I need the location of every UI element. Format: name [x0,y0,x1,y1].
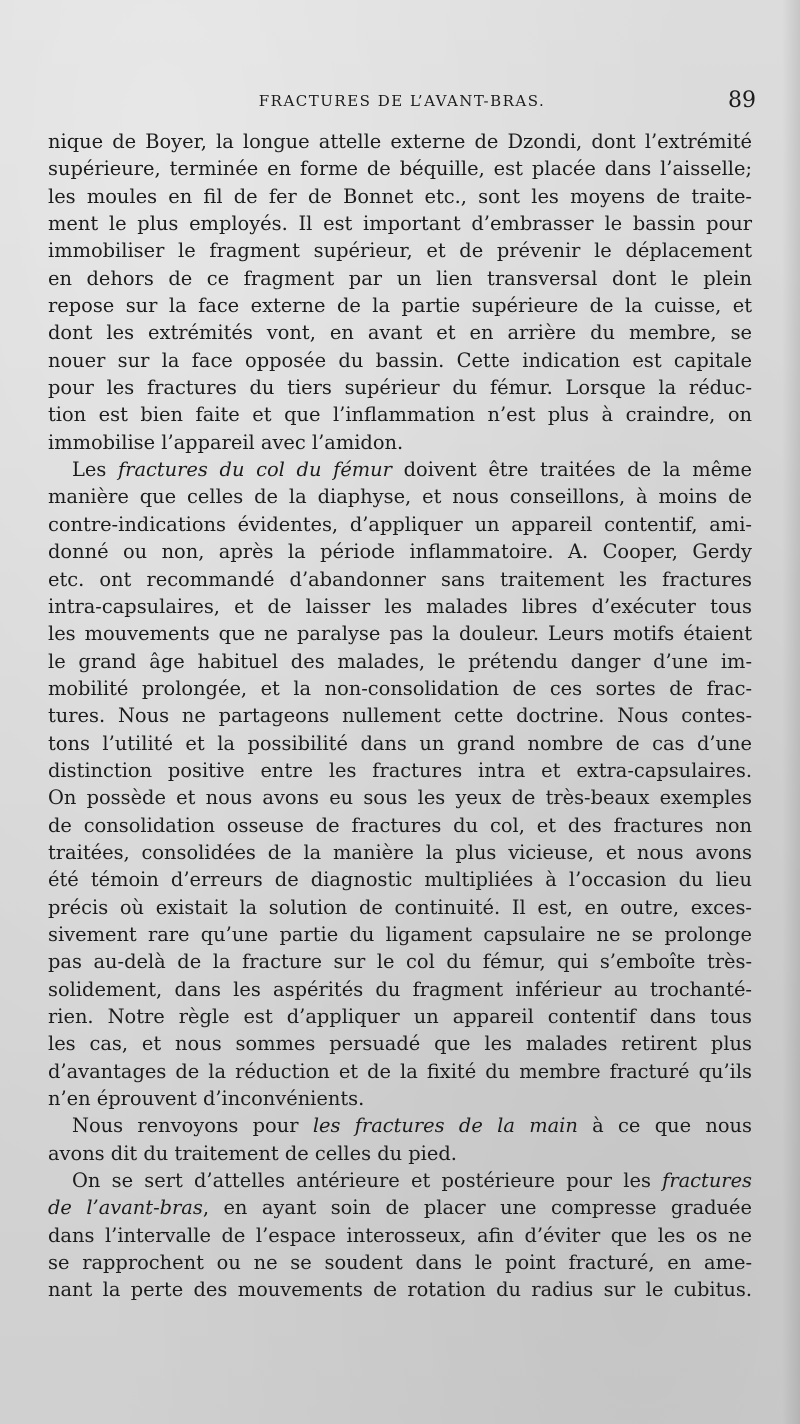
text-line: tons l’utilité et la possibilité dans un grand nombre de cas d’une [48,731,752,755]
text-line: précis où existait la solution de continuité. Il est, en outre, exces- [48,895,752,919]
text-line: nant la perte des mouvements de rotation du radius sur le cubitus. [48,1278,752,1302]
running-title: FRACTURES DE L’AVANT-BRAS. [258,92,546,110]
text-line: Nous renvoyons pour les fractures de la main à ce que nous [72,1114,752,1138]
text-line: On possède et nous avons eu sous les yeux de très-beaux exemples [48,786,752,810]
text-line: donné ou non, après la période inflammatoire. A. Cooper, Gerdy [48,540,752,564]
text-line: etc. ont recommandé d’abandonner sans traitement les fractures [48,567,752,591]
text-line: repose sur la face externe de la partie supérieure de la cuisse, et [48,294,752,318]
text-line: dans l’intervalle de l’espace interosseux, afin d’éviter que les os ne [48,1223,752,1247]
text-line: distinction positive entre les fractures intra et extra-capsulaires. [48,758,752,782]
page-number: 89 [728,88,756,113]
text-line: solidement, dans les aspérités du fragment inférieur au trochanté- [48,977,752,1001]
text-line: en dehors de ce fragment par un lien transversal dont le plein [48,266,752,290]
text-line: les mouvements que ne paralyse pas la douleur. Leurs motifs étaient [48,622,752,646]
paragraph [48,1112,752,1167]
text-line: traitées, consolidées de la manière la plus vicieuse, et nous avons [48,840,752,864]
text-line: immobilise l’appareil avec l’amidon. [48,430,404,454]
text-line: d’avantages de la réduction et de la fixité du membre fracturé qu’ils [48,1059,752,1083]
text-line: sivement rare qu’une partie du ligament capsulaire ne se prolonge [48,922,752,946]
text-line: immobiliser le fragment supérieur, et de prévenir le déplacement [48,239,752,263]
text-line: tures. Nous ne partageons nullement cette doctrine. Nous contes- [48,704,752,728]
text-line: de l’avant-bras, en ayant soin de placer une compresse graduée [48,1196,752,1220]
text-line: manière que celles de la diaphyse, et nous conseillons, à moins de [48,485,752,509]
text-line: Les fractures du col du fémur doivent être traitées de la même [72,458,753,482]
text-line: pas au-delà de la fracture sur le col du fémur, qui s’emboîte très- [48,950,752,974]
text-line: avons dit du traitement de celles du pied. [48,1141,457,1165]
paragraph [48,1167,752,1304]
text-line: intra-capsulaires, et de laisser les malades libres d’exécuter tous [48,594,752,618]
text-line: les cas, et nous sommes persuadé que les malades retirent plus [48,1032,752,1056]
paragraph [48,456,752,1112]
text-line: ment le plus employés. Il est important d’embrasser le bassin pour [48,212,752,236]
text-line: pour les fractures du tiers supérieur du fémur. Lorsque la réduc- [48,376,752,400]
text-line: contre-indications évidentes, d’appliquer un appareil contentif, ami- [48,512,752,536]
text-line: le grand âge habituel des malades, le prétendu danger d’une im- [48,649,752,673]
text-line: supérieure, terminée en forme de béquille, est placée dans l’aisselle; [48,157,752,181]
text-line: été témoin d’erreurs de diagnostic multipliées à l’occasion du lieu [48,868,752,892]
text-line: dont les extrémités vont, en avant et en arrière du membre, se [48,321,752,345]
text-line: de consolidation osseuse de fractures du col, et des fractures non [48,813,752,837]
text-line: les moules en fil de fer de Bonnet etc., sont les moyens de traite- [48,184,752,208]
paragraph [48,128,752,456]
text-line: nique de Boyer, la longue attelle externe de Dzondi, dont l’extrémité [48,130,752,153]
text-line: On se sert d’attelles antérieure et postérieure pour les fractures [72,1169,752,1193]
text-line: tion est bien faite et que l’inflammation n’est plus à craindre, on [48,403,752,427]
text-line: rien. Notre règle est d’appliquer un appareil contentif dans tous [48,1005,752,1028]
text-line: se rapprochent ou ne se soudent dans le point fracturé, en ame- [48,1251,752,1275]
text-line: n’en éprouvent d’inconvénients. [48,1087,365,1111]
body-text [48,128,752,1304]
running-head [48,88,756,118]
text-line: mobilité prolongée, et la non-consolidation de ces sortes de frac- [48,676,752,700]
text-line: nouer sur la face opposée du bassin. Cette indication est capitale [48,348,752,372]
